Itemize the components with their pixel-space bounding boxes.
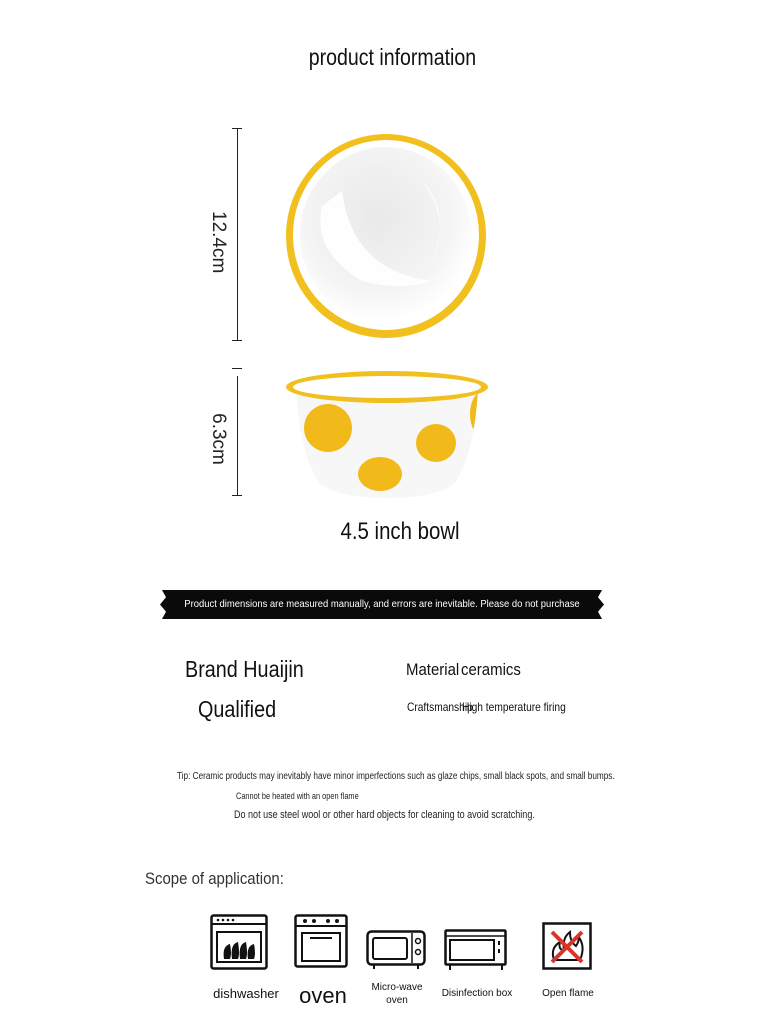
open-flame-label: Open flame	[542, 988, 594, 999]
height-label: 6.3cm	[208, 413, 229, 465]
disinfection-box-icon	[444, 929, 508, 971]
microwave-icon	[366, 930, 428, 970]
material-label: Material	[406, 660, 460, 679]
dishwasher-icon	[210, 914, 268, 970]
open-flame-prohibited-icon	[542, 922, 592, 970]
product-caption: 4.5 inch bowl	[340, 518, 460, 545]
oven-label: oven	[299, 983, 347, 1008]
bowl-top-view-image	[282, 131, 494, 341]
craftsmanship-label: Craftsmanship	[407, 700, 473, 714]
dishwasher-label: dishwasher	[213, 986, 279, 1001]
material-value: ceramics	[461, 660, 521, 679]
diameter-label: 12.4cm	[208, 211, 229, 274]
qualified-text: Qualified	[198, 696, 277, 722]
bowl-side-view-image	[284, 366, 490, 500]
page-title: product information	[308, 44, 476, 70]
brand-text: Brand Huaijin	[185, 656, 304, 682]
tip-cleaning: Do not use steel wool or other hard objects for cleaning to avoid scratching.	[234, 809, 535, 821]
craftsmanship-value: High temperature firing	[462, 700, 566, 714]
microwave-label-line1: Micro-wave	[371, 982, 423, 993]
microwave-label-line2: oven	[386, 995, 408, 1006]
disinfection-box-label: Disinfection box	[441, 988, 513, 999]
dimension-notice-banner: Product dimensions are measured manually, and errors are inevitable. Please do not purchase if you mind.	[160, 590, 604, 619]
oven-icon	[294, 914, 348, 968]
tip-open-flame: Cannot be heated with an open flame	[236, 791, 359, 801]
scope-title: Scope of application:	[145, 869, 284, 888]
tip-imperfections: Tip: Ceramic products may inevitably have minor imperfections such as glaze chips, small black spots, and small bumps.	[177, 771, 615, 782]
